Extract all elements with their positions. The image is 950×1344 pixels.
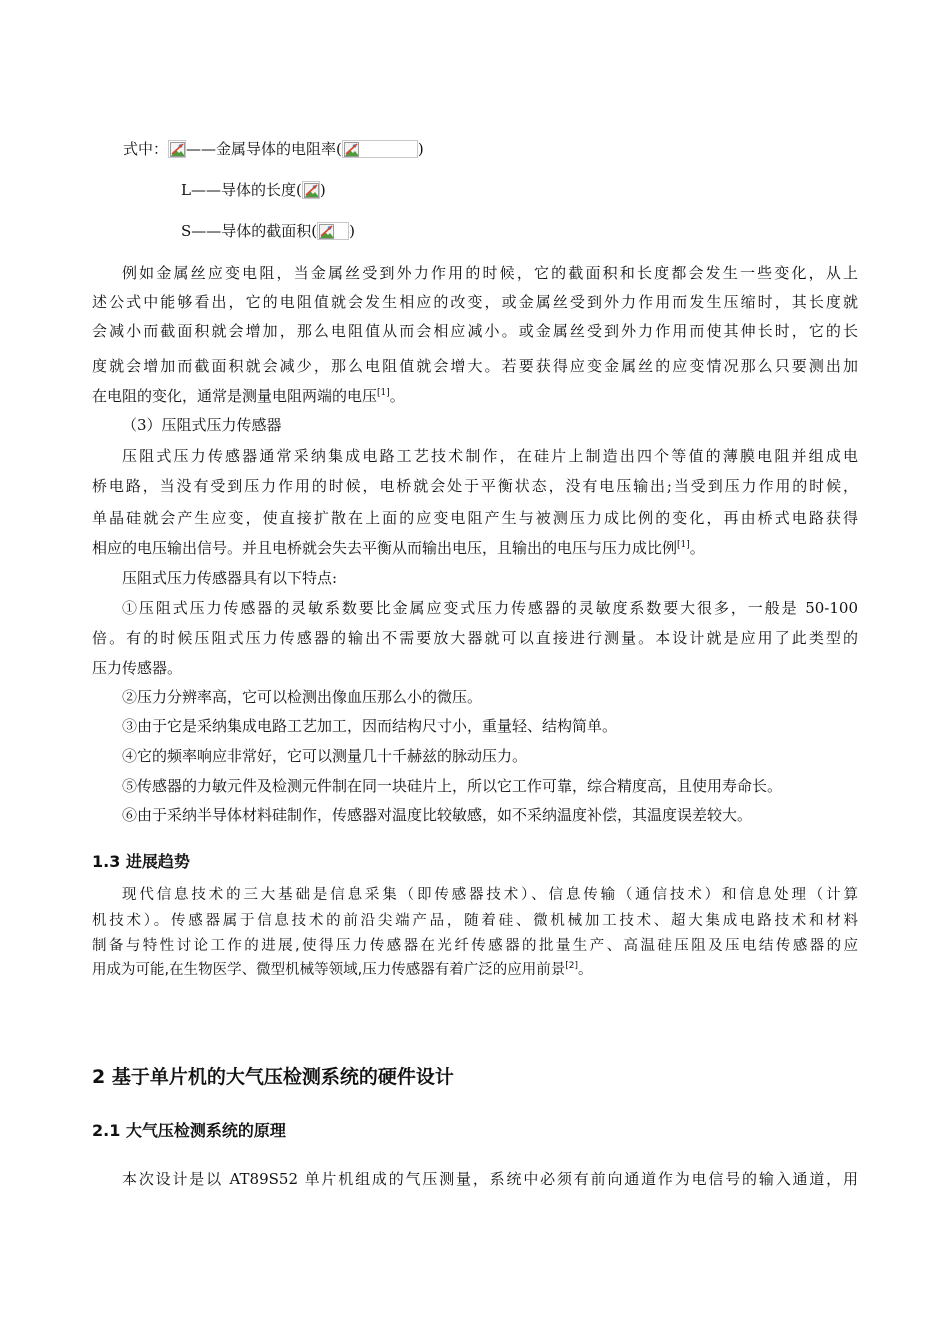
formula-legend-area-desc: S——导体的截面积(: [181, 222, 318, 240]
section-2-1-line: 本次设计是以 AT89S52 单片机组成的气压测量，系统中必须有前向通道作为电信号的输入通道，用: [122, 1170, 858, 1188]
citation-marker[interactable]: [2]: [565, 961, 578, 971]
section-1-3-end: 。: [577, 962, 593, 978]
broken-image-icon: [168, 140, 186, 158]
formula-legend-length-close: ): [319, 181, 326, 199]
para1-line: 例如金属丝应变电阻，当金属丝受到外力作用的时候，它的截面积和长度都会发生一些变化，从上: [122, 264, 858, 282]
para1-last-line: [92, 385, 405, 407]
para1-line: 度就会增加而截面积就会减少，那么电阻值就会增大。若要获得应变金属丝的应变情况那么只要测出加: [92, 357, 858, 375]
section-1-3-line: 制备与特性讨论工作的进展,使得压力传感器在光纤传感器的批量生产、高温硅压阻及压电结传感器的应: [92, 938, 858, 954]
formula-legend-rho-close: ): [417, 140, 424, 158]
para2-line: 单晶硅就会产生应变，使直接扩散在上面的应变电阻产生与被测压力成比例的变化，再由桥式电路获得: [92, 509, 858, 527]
broken-image-icon: [317, 222, 349, 240]
section-1-3-line: 机技术）。传感器属于信息技术的前沿尖端产品，随着硅、微机械加工技术、超大集成电路技术和材料: [92, 913, 858, 929]
section-1-3-last-line: [92, 959, 592, 981]
citation-marker[interactable]: [1]: [377, 388, 390, 398]
sub-heading-piezoresistive: （3）压阻式压力传感器: [122, 416, 282, 434]
feature-item-1-cont: 倍。有的时候压阻式压力传感器的输出不需要放大器就可以直接进行测量。本设计就是应用了此类型的: [92, 629, 858, 647]
formula-legend-area-close: ): [349, 222, 355, 240]
section-heading-1-3: 1.3 进展趋势: [92, 852, 190, 871]
para2-line: 桥电路，当没有受到压力作用的时候，电桥就会处于平衡状态，没有电压输出;当受到压力作用的时候，: [92, 477, 858, 495]
para1-line: 会减小而截面积就会增加，那么电阻值从而会相应减小。或金属丝受到外力作用而使其伸长时，它的长: [92, 322, 858, 340]
features-intro: 压阻式压力传感器具有以下特点:: [122, 569, 338, 587]
section-1-3-line: 现代信息技术的三大基础是信息采集（即传感器技术）、信息传输（通信技术）和信息处理（计算: [122, 887, 858, 903]
para1-line: 述公式中能够看出，它的电阻值就会发生相应的改变，或金属丝受到外力作用而发生压缩时，其长度就: [92, 293, 858, 311]
para1-end: 。: [389, 387, 405, 405]
chapter-heading-2: 2 基于单片机的大气压检测系统的硬件设计: [92, 1066, 454, 1088]
section-1-3-last-text: 用成为可能,在生物医学、微型机械等领域,压力传感器有着广泛的应用前景: [92, 962, 566, 978]
formula-legend-rho: [123, 138, 424, 160]
feature-item-1-last: 压力传感器。: [92, 659, 183, 677]
broken-image-icon: [342, 140, 418, 158]
para2-last-line: [92, 537, 705, 559]
feature-item-2: ②压力分辨率高，它可以检测出像血压那么小的微压。: [122, 688, 483, 706]
feature-item-5: ⑤传感器的力敏元件及检测元件制在同一块硅片上，所以它工作可靠，综合精度高，且使用寿命长。: [122, 777, 783, 795]
broken-image-icon: [302, 181, 320, 199]
para1-last-text: 在电阻的变化，通常是测量电阻两端的电压: [92, 387, 378, 405]
formula-legend-rho-desc: ——金属导体的电阻率(: [186, 140, 342, 158]
feature-item-4: ④它的频率响应非常好，它可以测量几十千赫兹的脉动压力。: [122, 747, 528, 765]
citation-marker[interactable]: [1]: [677, 540, 690, 550]
para2-line: 压阻式压力传感器通常采纳集成电路工艺技术制作，在硅片上制造出四个等值的薄膜电阻并组成电: [122, 447, 858, 465]
formula-legend-length: [181, 179, 326, 201]
para2-last-text: 相应的电压输出信号。并且电桥就会失去平衡从而输出电压，且输出的电压与压力成比例: [92, 539, 678, 557]
para2-end: 。: [689, 539, 705, 557]
formula-legend-area: [181, 220, 355, 242]
feature-item-6: ⑥由于采纳半导体材料硅制作，传感器对温度比较敏感，如不采纳温度补偿，其温度误差较大。: [122, 806, 753, 824]
formula-legend-prefix: 式中：: [123, 140, 169, 158]
feature-item-1: ①压阻式压力传感器的灵敏系数要比金属应变式压力传感器的灵敏度系数要大很多，一般是 50-100: [122, 599, 858, 617]
feature-item-3: ③由于它是采纳集成电路工艺加工，因而结构尺寸小，重量轻、结构简单。: [122, 717, 618, 735]
section-heading-2-1: 2.1 大气压检测系统的原理: [92, 1121, 286, 1140]
formula-legend-length-desc: L——导体的长度(: [181, 181, 302, 199]
